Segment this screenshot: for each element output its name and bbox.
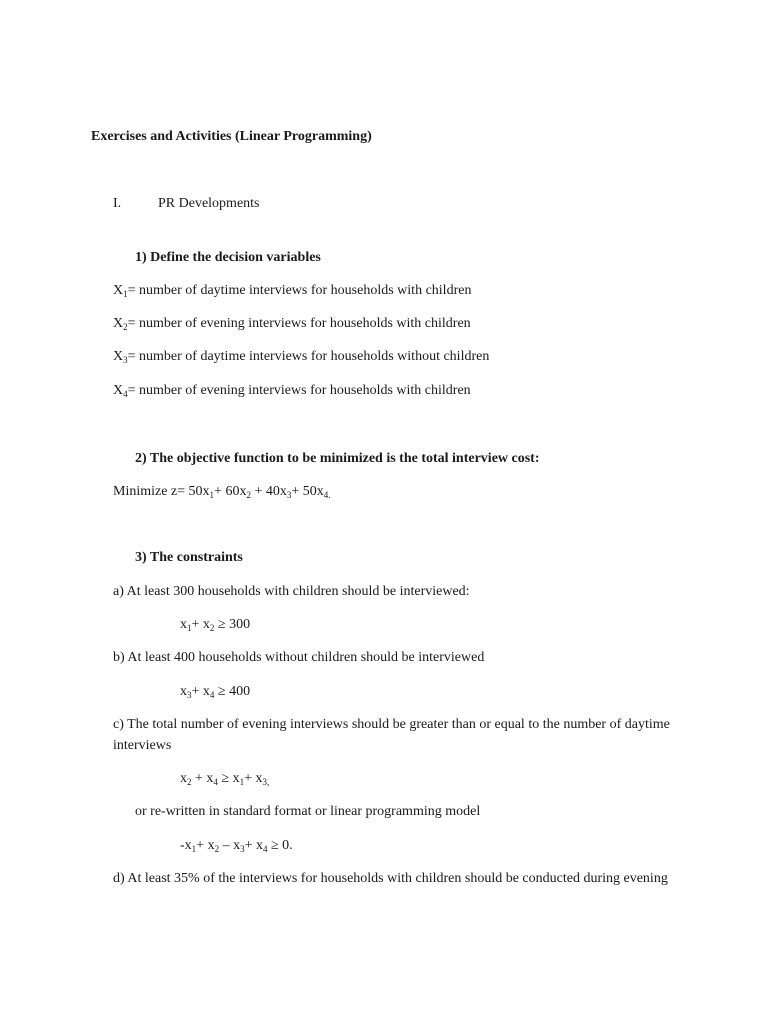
step2-heading: 2) The objective function to be minimized is the total interview cost:	[135, 451, 540, 466]
objective-function: Minimize $z= 50x_1+ 60x_2 + 40x_3+ 50x_{4.}$	[113, 484, 331, 500]
page-title: Exercises and Activities (Linear Programming)	[91, 129, 372, 144]
var-name: X	[113, 349, 124, 364]
var-subscript: 4	[123, 389, 128, 399]
var-subscript: 2	[123, 322, 128, 332]
var-name: X	[113, 383, 124, 398]
constraint-b-equation: $x_3+ x_4 \ge 400$	[180, 684, 251, 700]
var-def: = number of evening interviews for households with children	[127, 383, 471, 398]
constraint-c-standard-equation: $-x_1+ x_2 - x_3+ x_4 \ge 0$.	[180, 838, 293, 854]
constraint-c-note: or re-written in standard format or linear programming model	[135, 804, 481, 819]
constraint-b-text: b) At least 400 households without children should be interviewed	[113, 650, 485, 665]
constraint-c-text: c) The total number of evening interviews should be greater than or equal to the number of daytime interviews	[113, 717, 670, 753]
constraint-a-equation: $x_1+ x_2 \ge 300$	[180, 617, 251, 633]
var-subscript: 3	[123, 355, 128, 365]
var-name: X	[113, 283, 124, 298]
variable-definition	[113, 315, 471, 333]
var-name: X	[113, 316, 124, 331]
constraint-a-text: a) At least 300 households with children should be interviewed:	[113, 584, 470, 599]
section-number: I.	[113, 196, 122, 211]
var-def: = number of daytime interviews for households with children	[127, 283, 472, 298]
var-def: = number of evening interviews for households with children	[127, 316, 471, 331]
constraint-d-text: d) At least 35% of the interviews for households with children should be conducted during evening	[113, 871, 668, 886]
constraint-c-equation: $x_2 + x_4 \ge x_1+ x_{3,}$	[180, 771, 270, 787]
variable-definition	[113, 382, 471, 400]
var-subscript: 1	[123, 289, 128, 299]
step1-heading: 1) Define the decision variables	[135, 250, 321, 265]
variable-definition	[113, 282, 471, 300]
section-name: PR Developments	[158, 196, 260, 211]
step3-heading: 3) The constraints	[135, 550, 243, 565]
variable-definition	[113, 348, 489, 366]
var-def: = number of daytime interviews for households without children	[127, 349, 490, 364]
